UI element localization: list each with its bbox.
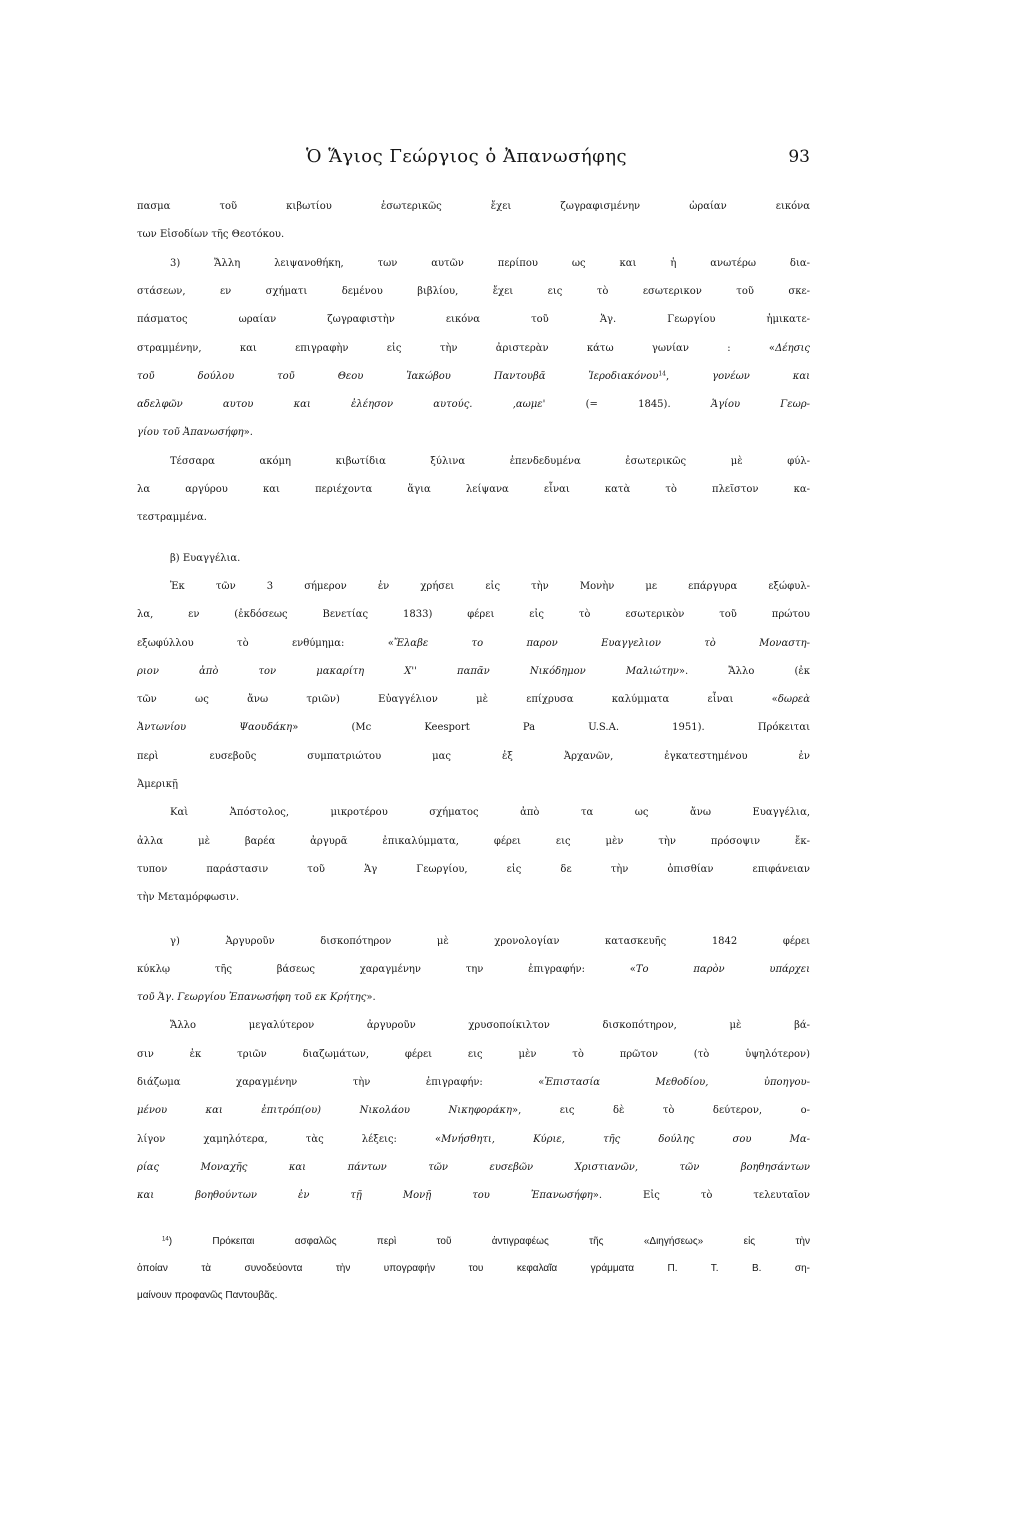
italic-text-run: Δέησις bbox=[775, 342, 810, 354]
text-run: Ἐκ τῶν 3 σήμερον ἐν χρήσει εἰς τὴν Μονὴν με επάργυρα εξώφυλ- bbox=[170, 580, 810, 592]
text-run: πάσματος ωραίαν ζωγραφιστὴν εικόνα τοῦ Ἁγ. Γεωργίου ἡμικατε- bbox=[137, 314, 810, 326]
footnote-line bbox=[137, 1228, 810, 1255]
running-head: Ὁ Ἅγιος Γεώργιος ὁ Ἀπανωσήφης bbox=[306, 146, 628, 167]
footnote-line bbox=[137, 1282, 810, 1309]
body-line bbox=[137, 1182, 810, 1210]
body-line bbox=[137, 928, 810, 956]
text-run: στάσεων, εν σχήματι δεμένου βιβλίου, ἔχει εις τὸ εσωτερικον τοῦ σκε- bbox=[137, 285, 810, 297]
body-line bbox=[137, 1126, 810, 1154]
body-line bbox=[137, 278, 810, 306]
body-line bbox=[137, 306, 810, 334]
italic-text-run: δωρεὰ bbox=[777, 694, 810, 706]
italic-text-run: τοῦ Ἁγ. Γεωργίου Ἐπανωσήφη τοῦ εκ Κρήτης bbox=[137, 992, 367, 1004]
text-run: διάζωμα χαραγμένην τὴν ἐπιγραφήν: « bbox=[137, 1077, 545, 1088]
italic-text-run: Μνήσθητι, Κύριε, τῆς δούλης σου Μα- bbox=[441, 1133, 810, 1145]
body-line bbox=[137, 714, 810, 742]
body-line bbox=[137, 1154, 810, 1182]
text-run: τῶν ως ἄνω τριῶν) Εὐαγγέλιον μὲ επίχρυσα καλύμματα εἶναι « bbox=[137, 694, 778, 706]
body-line bbox=[137, 856, 810, 884]
italic-text-run: γίου τοῦ Ἀπανωσήφη bbox=[137, 427, 244, 439]
text-run: μαίνουν προφανῶς Παντουβᾶς. bbox=[137, 1290, 278, 1301]
text-run: Τέσσαρα ακόμη κιβωτίδια ξύλινα ἐπενδεδυμένα ἐσωτερικῶς μὲ φύλ- bbox=[170, 455, 810, 467]
italic-text-run: Ἔλαβε το παρον Ευαγγελιον τὸ Μοναστη- bbox=[393, 637, 810, 649]
text-run: β) Ευαγγέλια. bbox=[170, 552, 241, 564]
text-run: ) Πρόκειται ασφαλῶς περὶ τοῦ ἀντιγραφέως τῆς «Διηγήσεως» εἰς τὴν bbox=[168, 1236, 810, 1247]
body-line bbox=[137, 743, 810, 771]
text-run: Καὶ Ἀπόστολος, μικροτέρου σχήματος ἀπὸ τα ως ἄνω Ευαγγέλια, bbox=[170, 807, 810, 819]
text-run: ». bbox=[366, 992, 376, 1004]
body-line bbox=[137, 573, 810, 601]
body-line bbox=[137, 250, 810, 278]
italic-text-run: Το παρὸν υπάρχει bbox=[635, 963, 810, 975]
body-line bbox=[137, 771, 810, 799]
text-run: ὁποίαν τὰ συνοδεύοντα τὴν υπογραφήν του κεφαλαῖα γράμματα Π. Τ. Β. ση- bbox=[137, 1263, 810, 1274]
footnote-marker: 14 bbox=[658, 370, 666, 378]
body-line bbox=[137, 448, 810, 476]
body-line bbox=[137, 221, 810, 249]
text-run: ». Εἰς τὸ τελευταῖον bbox=[592, 1190, 810, 1202]
body-line bbox=[137, 984, 810, 1012]
text-run: Ἀμερικῇ bbox=[137, 779, 178, 790]
body-line bbox=[137, 799, 810, 827]
text-run: ». bbox=[243, 427, 253, 439]
body-line bbox=[137, 391, 810, 419]
text-run: τυπον παράστασιν τοῦ Ἁγ Γεωργίου, εἰς δε τὴν ὀπισθίαν επιφάνειαν bbox=[137, 863, 810, 875]
body-line bbox=[137, 363, 810, 391]
body-line bbox=[137, 476, 810, 504]
text-run: » (Mc Keesport Pa U.S.A. 1951). Πρόκειται bbox=[292, 722, 810, 734]
italic-text-run: τοῦ δούλου τοῦ Θεου Ἰακώβου Παντουβᾶ Ἱεροδιακόνου bbox=[137, 370, 659, 382]
body-line bbox=[137, 1012, 810, 1040]
body-line bbox=[137, 884, 810, 912]
italic-text-run: Ἀντωνίου Ψαουδάκη bbox=[137, 722, 293, 734]
text-run: κύκλῳ τῆς βάσεως χαραγμένην την ἐπιγραφήν: « bbox=[137, 963, 636, 975]
text-run: γ) Ἀργυροῦν δισκοπότηρον μὲ χρονολογίαν κατασκευῆς 1842 φέρει bbox=[170, 935, 810, 947]
body-line bbox=[137, 1041, 810, 1069]
text-run: λα αργύρου και περιέχοντα ἅγια λείψανα εἶναι κατὰ τὸ πλεῖστον κα- bbox=[137, 484, 810, 495]
footnote-marker: 14 bbox=[162, 1236, 169, 1243]
text-run: σιν ἐκ τριῶν διαζωμάτων, φέρει εις μὲν τὸ πρῶτον (τὸ ὑψηλότερον) bbox=[137, 1048, 810, 1060]
text-run: ». Ἄλλο (ἐκ bbox=[678, 665, 810, 677]
body-line bbox=[137, 658, 810, 686]
italic-text-run: γονέων και bbox=[712, 370, 810, 382]
text-run: ἀλλα μὲ βαρέα ἀργυρᾶ ἐπικαλύμματα, φέρει εις μὲν τὴν πρόσοψιν ἔκ- bbox=[137, 835, 810, 847]
body-line bbox=[137, 193, 810, 221]
italic-text-run: μένου και ἐπιτρόπ(ου) Νικολάου Νικηφοράκη bbox=[137, 1105, 512, 1117]
body-line bbox=[137, 828, 810, 856]
footnote-line bbox=[137, 1255, 810, 1282]
text-run: τεστραμμένα. bbox=[137, 512, 207, 524]
body-line bbox=[137, 1069, 810, 1097]
text-run: 3) Ἄλλη λειψανοθήκη, των αυτῶν περίπου ως και ἡ ανωτέρω δια- bbox=[170, 257, 810, 269]
text-run: τὴν Μεταμόρφωσιν. bbox=[137, 892, 240, 904]
text-run: Ἄλλο μεγαλύτερον ἀργυροῦν χρυσοποίκιλτον δισκοπότηρον, μὲ βά- bbox=[170, 1020, 810, 1032]
text-run: , bbox=[666, 370, 713, 382]
text-run: πασμα τοῦ κιβωτίου ἐσωτερικῶς ἔχει ζωγραφισμένην ὡραίαν εικόνα bbox=[137, 201, 810, 212]
body-line bbox=[137, 1097, 810, 1125]
body-line bbox=[137, 630, 810, 658]
body-line bbox=[137, 686, 810, 714]
text-run: λίγον χαμηλότερα, τὰς λέξεις: « bbox=[137, 1133, 442, 1145]
text-run: λα, εν (ἐκδόσεως Βενετίας 1833) φέρει εἰς τὸ εσωτερικὸν τοῦ πρώτου bbox=[137, 609, 810, 621]
italic-text-run: ριον ἀπὸ τον μακαρίτη Χ'' παπᾶν Νικόδημον Μαλιώτην bbox=[137, 665, 679, 677]
body-line bbox=[137, 601, 810, 629]
text-run: », εις δὲ τὸ δεύτερον, ο- bbox=[511, 1105, 810, 1117]
text-run: περὶ ευσεβοῦς συμπατριώτου μας ἐξ Ἀρχανῶν, ἐγκατεστημένου ἐν bbox=[137, 750, 810, 762]
italic-text-run: Ἁγίου Γεωρ- bbox=[710, 399, 810, 411]
body-line bbox=[137, 335, 810, 363]
text-run: εξωφύλλου τὸ ενθύμημα: « bbox=[137, 637, 394, 649]
body-line bbox=[137, 419, 810, 447]
italic-text-run: Ἐπιστασία Μεθοδίου, ὑποηγου- bbox=[544, 1077, 810, 1088]
text-run: (= 1845). bbox=[545, 399, 711, 411]
italic-text-run: και βοηθούντων ἐν τῇ Μονῇ του Ἐπανωσήφη bbox=[137, 1190, 593, 1202]
body-line bbox=[137, 545, 810, 573]
body-line bbox=[137, 956, 810, 984]
italic-text-run: αδελφῶν αυτου και ἐλέησον αυτούς. ,αωμε' bbox=[137, 399, 546, 411]
text-run: στραμμένην, και επιγραφὴν εἰς τὴν ἀριστερὰν κάτω γωνίαν : « bbox=[137, 342, 776, 354]
text-run: των Εἰσοδίων τῆς Θεοτόκου. bbox=[137, 229, 285, 241]
italic-text-run: ρίας Μοναχῆς και πάντων τῶν ευσεβῶν Χριστιανῶν, τῶν βοηθησάντων bbox=[137, 1161, 810, 1173]
page-number: 93 bbox=[788, 147, 810, 167]
body-line bbox=[137, 504, 810, 532]
